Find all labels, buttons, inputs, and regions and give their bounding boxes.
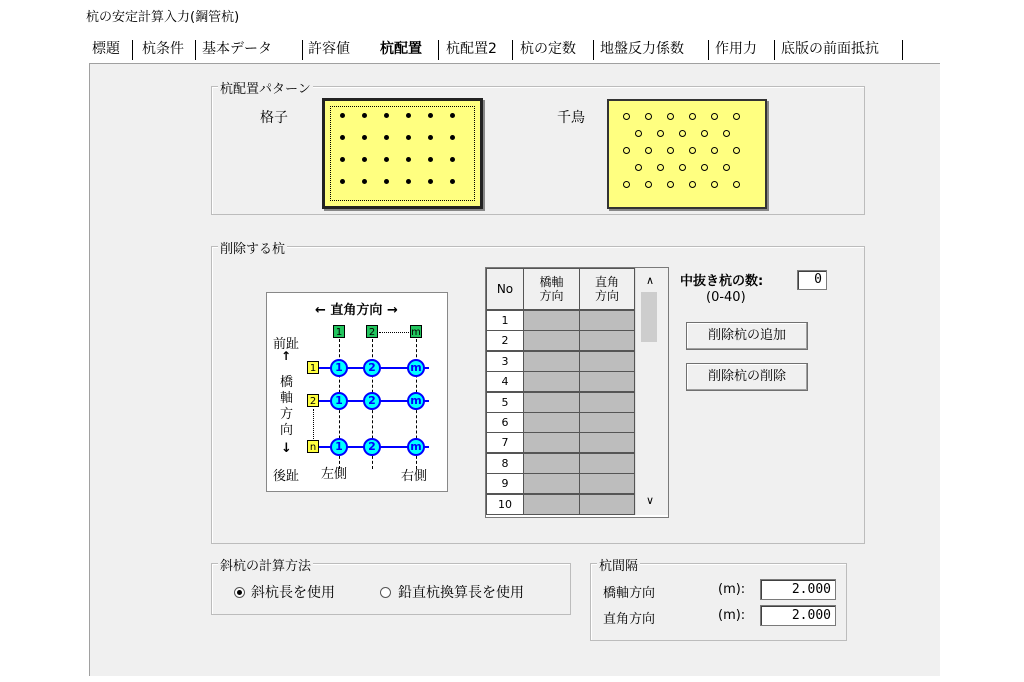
table-cell-perpendicular[interactable] — [579, 473, 635, 494]
table-header-no: No — [486, 268, 524, 310]
pile-dot — [450, 157, 455, 162]
delete-group-title: 削除する杭 — [218, 238, 287, 257]
pile-dot — [362, 135, 367, 140]
pile-dot — [723, 130, 730, 137]
table-cell-perpendicular[interactable] — [579, 494, 635, 515]
column-index-1: 1 — [333, 325, 345, 338]
pile-dot — [340, 179, 345, 184]
pile-dot — [679, 164, 686, 171]
pile-dot — [667, 113, 674, 120]
pile-dot — [384, 179, 389, 184]
window-title: 杭の安定計算入力(鋼管杭) — [86, 10, 240, 25]
table-header-perpendicular: 直角 方向 — [579, 268, 635, 310]
table-cell-bridge-axis[interactable] — [523, 392, 580, 413]
dotted-connector — [313, 409, 314, 439]
tab-separator — [774, 40, 775, 60]
table-cell-bridge-axis[interactable] — [523, 310, 580, 331]
tab-front-resistance[interactable]: 底版の前面抵抗 — [781, 41, 879, 57]
table-row-number: 8 — [486, 453, 524, 474]
tab-pile-constants[interactable]: 杭の定数 — [520, 41, 576, 57]
row-index-2: 2 — [307, 394, 319, 407]
table-cell-perpendicular[interactable] — [579, 412, 635, 433]
pile-dot — [340, 113, 345, 118]
vertical-label-char: 橋 — [280, 375, 294, 390]
pile-dot — [623, 113, 630, 120]
grid-pattern-option[interactable] — [322, 98, 483, 209]
pile-circle: m — [407, 438, 425, 456]
pile-dot — [428, 179, 433, 184]
pile-dot — [657, 164, 664, 171]
hollow-pile-count-label: 中抜き杭の数: — [680, 274, 764, 289]
tab-basic-data[interactable]: 基本データ — [202, 41, 272, 57]
perpendicular-unit: (m): — [718, 608, 746, 623]
table-cell-perpendicular[interactable] — [579, 432, 635, 453]
pile-dot — [657, 130, 664, 137]
pile-dot — [450, 113, 455, 118]
table-cell-perpendicular[interactable] — [579, 371, 635, 392]
use-vertical-equivalent-label[interactable]: 鉛直杭換算長を使用 — [398, 585, 524, 601]
pattern-group-title: 杭配置パターン — [218, 78, 313, 97]
pile-dot — [733, 147, 740, 154]
pile-dot — [406, 179, 411, 184]
bridge-axis-unit: (m): — [718, 582, 746, 597]
table-cell-perpendicular[interactable] — [579, 310, 635, 331]
pile-dot — [689, 113, 696, 120]
pile-dot — [406, 113, 411, 118]
table-row-number: 10 — [486, 494, 524, 515]
tab-acting-force[interactable]: 作用力 — [715, 41, 757, 57]
table-cell-bridge-axis[interactable] — [523, 351, 580, 372]
pile-dot — [406, 135, 411, 140]
back-toe-label: 後趾 — [273, 469, 300, 484]
pile-dot — [711, 113, 718, 120]
dotted-connector — [379, 332, 409, 333]
pile-circle: 1 — [330, 438, 348, 456]
table-cell-bridge-axis[interactable] — [523, 371, 580, 392]
table-header-bridge-axis: 橋軸 方向 — [523, 268, 580, 310]
method-group-title: 斜杭の計算方法 — [218, 555, 313, 574]
use-vertical-equivalent-radio[interactable] — [380, 587, 391, 598]
vertical-label-char: 方 — [280, 407, 294, 422]
pile-dot — [384, 135, 389, 140]
pile-dot — [701, 164, 708, 171]
column-index-m: m — [411, 327, 421, 338]
pile-dot — [384, 113, 389, 118]
table-row-number: 6 — [486, 412, 524, 433]
scroll-down-icon[interactable]: ∨ — [646, 494, 655, 507]
spacing-group-title: 杭間隔 — [597, 555, 640, 574]
pile-dot — [428, 157, 433, 162]
table-cell-perpendicular[interactable] — [579, 351, 635, 372]
pile-dot — [733, 113, 740, 120]
pile-dot — [450, 179, 455, 184]
table-row-number: 3 — [486, 351, 524, 372]
pile-dot — [689, 181, 696, 188]
tab-bar — [90, 36, 920, 64]
perpendicular-spacing-label: 直角方向 — [603, 612, 656, 627]
tab-separator — [195, 40, 196, 60]
tab-separator — [512, 40, 513, 60]
right-side-label: 右側 — [401, 469, 428, 484]
pile-circle: 1 — [330, 392, 348, 410]
row-index-1: 1 — [307, 361, 319, 374]
pile-circle: m — [407, 392, 425, 410]
hollow-pile-count-input[interactable]: 0 — [797, 270, 827, 290]
tab-separator — [902, 40, 903, 60]
pile-dot — [711, 147, 718, 154]
tab-separator — [708, 40, 709, 60]
pile-dot — [362, 179, 367, 184]
pile-dot — [623, 181, 630, 188]
pile-dot — [428, 113, 433, 118]
pile-dot — [667, 147, 674, 154]
perpendicular-spacing-input[interactable]: 2.000 — [760, 605, 836, 626]
table-row-number: 2 — [486, 330, 524, 351]
table-row-number: 4 — [486, 371, 524, 392]
use-inclined-length-label[interactable]: 斜杭長を使用 — [251, 585, 335, 601]
pile-dot — [723, 164, 730, 171]
tab-separator — [593, 40, 594, 60]
pile-dot — [340, 135, 345, 140]
pile-dot — [450, 135, 455, 140]
grid-pattern-label: 格子 — [260, 110, 288, 126]
pile-dot — [428, 135, 433, 140]
table-row-number: 9 — [486, 473, 524, 494]
pile-dot — [733, 181, 740, 188]
pile-circle: 2 — [363, 359, 381, 377]
pile-dot — [623, 147, 630, 154]
left-side-label: 左側 — [321, 467, 348, 482]
table-row-number: 7 — [486, 432, 524, 453]
perpendicular-direction-label: ← 直角方向 → — [315, 303, 398, 318]
vertical-label-char: 軸 — [280, 391, 294, 406]
pile-circle: 2 — [363, 392, 381, 410]
table-cell-bridge-axis[interactable] — [523, 412, 580, 433]
pile-dot — [679, 130, 686, 137]
pile-index-diagram — [266, 292, 448, 492]
table-cell-bridge-axis[interactable] — [523, 453, 580, 474]
tab-pile-arrangement-2[interactable]: 杭配置2 — [446, 41, 497, 57]
vertical-label-arrow-up: ↑ — [281, 349, 292, 363]
pile-circle: m — [407, 359, 425, 377]
scroll-up-icon[interactable]: ∧ — [646, 274, 655, 287]
front-toe-label: 前趾 — [273, 337, 300, 352]
hollow-pile-count-range: (0-40) — [706, 290, 746, 305]
table-cell-perpendicular[interactable] — [579, 330, 635, 351]
table-row-number: 5 — [486, 392, 524, 413]
tab-allowable[interactable]: 許容値 — [308, 41, 350, 57]
row-index-n: n — [307, 440, 319, 453]
tab-subgrade-reaction[interactable]: 地盤反力係数 — [600, 41, 684, 57]
pile-circle: 1 — [330, 359, 348, 377]
table-cell-perpendicular[interactable] — [579, 392, 635, 413]
pile-dot — [645, 181, 652, 188]
tab-separator — [438, 40, 439, 60]
staggered-pattern-label: 千鳥 — [557, 110, 585, 126]
bridge-axis-spacing-input[interactable]: 2.000 — [760, 579, 836, 600]
bridge-axis-spacing-label: 橋軸方向 — [603, 586, 656, 601]
column-index-2: 2 — [366, 325, 378, 338]
pile-dot — [384, 157, 389, 162]
pile-dot — [645, 147, 652, 154]
table-cell-bridge-axis[interactable] — [523, 330, 580, 351]
tab-title[interactable]: 標題 — [92, 41, 120, 57]
pile-spacing-group — [590, 559, 847, 641]
pile-dot — [667, 181, 674, 188]
remove-deleted-pile-button[interactable]: 削除杭の削除 — [686, 363, 808, 391]
pile-dot — [362, 113, 367, 118]
tab-separator — [302, 40, 303, 60]
table-cell-bridge-axis[interactable] — [523, 432, 580, 453]
pile-dot — [340, 157, 345, 162]
table-cell-perpendicular[interactable] — [579, 453, 635, 474]
tab-pile-conditions[interactable]: 杭条件 — [142, 41, 184, 57]
use-inclined-length-radio[interactable] — [234, 587, 245, 598]
tab-separator — [132, 40, 133, 60]
scroll-thumb[interactable] — [641, 292, 657, 342]
staggered-pattern-option[interactable] — [607, 99, 767, 209]
deleted-piles-table[interactable] — [485, 267, 669, 518]
pile-dot — [711, 181, 718, 188]
pile-dot — [701, 130, 708, 137]
pattern-border — [330, 106, 475, 201]
table-cell-bridge-axis[interactable] — [523, 494, 580, 515]
pile-dot — [635, 130, 642, 137]
pile-dot — [406, 157, 411, 162]
pile-dot — [635, 164, 642, 171]
add-deleted-pile-button[interactable]: 削除杭の追加 — [686, 322, 808, 350]
table-cell-bridge-axis[interactable] — [523, 473, 580, 494]
pile-dot — [362, 157, 367, 162]
table-row-number: 1 — [486, 310, 524, 331]
pile-circle: 2 — [363, 438, 381, 456]
vertical-label-arrow-down: ↓ — [281, 441, 292, 456]
table-scrollbar[interactable] — [635, 268, 668, 515]
vertical-label-char: 向 — [280, 423, 294, 438]
pile-dot — [689, 147, 696, 154]
tab-pile-arrangement[interactable]: 杭配置 — [376, 36, 426, 64]
pile-dot — [645, 113, 652, 120]
